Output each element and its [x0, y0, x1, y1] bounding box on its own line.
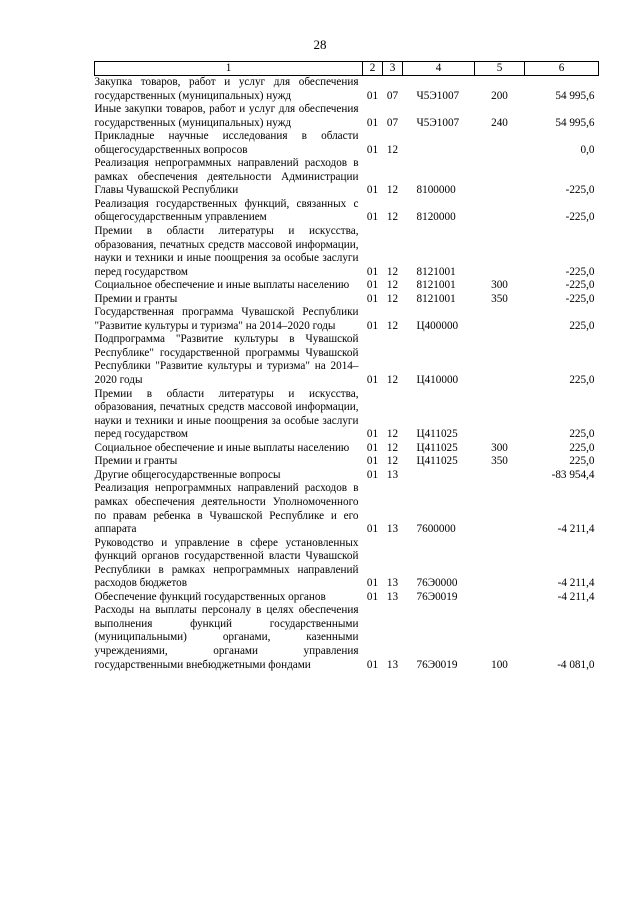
row-expense-type: 350 — [491, 455, 508, 468]
row-name: Реализация непрограммных направлений расходов в рамках обеспечения деятельности Администрации Главы Чувашской Республики — [94, 157, 359, 197]
row-target-article: 8120000 — [416, 211, 456, 224]
row-target-article — [403, 130, 475, 157]
row-section: 01 — [366, 89, 379, 102]
table-row — [95, 130, 599, 157]
table-row — [95, 157, 599, 198]
row-section: 01 — [366, 455, 379, 468]
row-section: 01 — [366, 279, 379, 292]
row-name: Премии и гранты — [94, 292, 178, 305]
row-target-article: 8121001 — [416, 279, 456, 292]
row-subsection: 12 — [386, 292, 399, 305]
table-row — [95, 103, 599, 130]
row-expense-type: 300 — [491, 279, 508, 292]
row-amount: -4 211,4 — [557, 523, 595, 536]
row-subsection: 12 — [386, 184, 399, 197]
row-target-article: Ц411025 — [416, 428, 458, 441]
row-expense-type — [475, 198, 525, 225]
row-amount: 225,0 — [569, 319, 595, 332]
row-name: Социальное обеспечение и иные выплаты населению — [94, 441, 350, 454]
table-row — [95, 537, 599, 591]
row-amount: 54 995,6 — [555, 89, 595, 102]
row-subsection: 12 — [386, 428, 399, 441]
column-header-expense-type: 5 — [475, 62, 525, 76]
column-header-name: 1 — [95, 62, 363, 76]
row-section: 01 — [366, 143, 379, 156]
row-amount: 225,0 — [569, 455, 595, 468]
row-amount: -225,0 — [565, 292, 595, 305]
row-target-article: Ц411025 — [416, 441, 458, 454]
row-amount: -225,0 — [565, 279, 595, 292]
row-target-article: 8121001 — [416, 265, 456, 278]
row-name: Премии в области литературы и искусства, образования, печатных средств массовой информации, науки и техники и иные поощрения за особые заслуги перед государством — [94, 225, 359, 278]
row-subsection: 13 — [386, 590, 399, 603]
row-expense-type — [475, 482, 525, 536]
row-expense-type — [475, 388, 525, 442]
row-expense-type: 100 — [491, 658, 508, 671]
row-target-article — [403, 469, 475, 483]
row-subsection: 07 — [386, 116, 399, 129]
row-amount: -4 211,4 — [557, 577, 595, 590]
row-subsection: 13 — [386, 658, 399, 671]
row-expense-type: 350 — [491, 292, 508, 305]
row-section: 01 — [366, 577, 379, 590]
row-section: 01 — [366, 184, 379, 197]
row-section: 01 — [366, 441, 379, 454]
row-name: Социальное обеспечение и иные выплаты населению — [94, 279, 350, 292]
table-row — [95, 333, 599, 387]
row-expense-type — [475, 157, 525, 198]
table-row — [95, 279, 599, 293]
row-expense-type — [475, 333, 525, 387]
row-expense-type: 240 — [491, 116, 508, 129]
row-section: 01 — [366, 319, 379, 332]
column-header-section: 2 — [363, 62, 383, 76]
row-name: Государственная программа Чувашской Республики "Развитие культуры и туризма" на 2014–2020 годы — [94, 306, 359, 332]
row-target-article: Ц410000 — [416, 374, 459, 387]
row-name: Премии и гранты — [94, 455, 178, 468]
row-subsection: 12 — [386, 455, 399, 468]
row-expense-type — [475, 591, 525, 605]
row-target-article: 7600000 — [416, 523, 456, 536]
table-row — [95, 604, 599, 672]
row-section: 01 — [366, 468, 379, 481]
row-amount: 54 995,6 — [555, 116, 595, 129]
table-row — [95, 293, 599, 307]
table-row — [95, 198, 599, 225]
row-section: 01 — [366, 265, 379, 278]
row-section: 01 — [366, 590, 379, 603]
column-header-subsection: 3 — [383, 62, 403, 76]
row-target-article: 76Э0000 — [416, 577, 458, 590]
row-name: Подпрограмма "Развитие культуры в Чувашской Республике" государственной программы Чувашской Республики "Развитие культуры и туризма" на 2014–2020 годы — [94, 333, 359, 387]
table-row — [95, 442, 599, 456]
row-expense-type — [475, 469, 525, 483]
row-amount: 225,0 — [569, 374, 595, 387]
row-section: 01 — [366, 211, 379, 224]
row-target-article: 76Э0019 — [416, 590, 458, 603]
row-target-article: Ц411025 — [416, 455, 458, 468]
row-amount: -225,0 — [565, 211, 595, 224]
table-row — [95, 591, 599, 605]
table-row — [95, 388, 599, 442]
row-section: 01 — [366, 116, 379, 129]
row-section: 01 — [366, 658, 379, 671]
table-row — [95, 225, 599, 279]
budget-table — [94, 61, 599, 672]
row-section: 01 — [366, 292, 379, 305]
row-name: Обеспечение функций государственных органов — [94, 590, 326, 603]
row-expense-type — [475, 225, 525, 279]
row-amount: 225,0 — [569, 428, 595, 441]
row-name: Закупка товаров, работ и услуг для обеспечения государственных (муниципальных) нужд — [94, 76, 359, 102]
row-target-article: 76Э0019 — [416, 658, 458, 671]
row-target-article: Ч5Э1007 — [416, 89, 460, 102]
table-row — [95, 482, 599, 536]
row-name: Прикладные научные исследования в области общегосударственных вопросов — [94, 130, 359, 156]
row-target-article: Ч5Э1007 — [416, 116, 460, 129]
table-row — [95, 469, 599, 483]
table-row — [95, 455, 599, 469]
row-amount: -225,0 — [565, 184, 595, 197]
row-amount: -4 081,0 — [557, 658, 595, 671]
row-subsection: 12 — [386, 374, 399, 387]
row-subsection: 12 — [386, 279, 399, 292]
row-expense-type — [475, 130, 525, 157]
row-name: Другие общегосударственные вопросы — [94, 468, 281, 481]
row-subsection: 12 — [386, 211, 399, 224]
row-amount: 0,0 — [580, 143, 595, 156]
row-target-article: Ц400000 — [416, 319, 459, 332]
row-expense-type — [475, 306, 525, 333]
table-row — [95, 76, 599, 104]
row-subsection: 12 — [386, 265, 399, 278]
row-section: 01 — [366, 374, 379, 387]
row-subsection: 12 — [386, 143, 399, 156]
row-expense-type — [475, 537, 525, 591]
row-subsection: 12 — [386, 441, 399, 454]
column-header-target-article: 4 — [403, 62, 475, 76]
row-name: Премии в области литературы и искусства, образования, печатных средств массовой информации, науки и техники и иные поощрения за особые заслуги перед государством — [94, 387, 359, 441]
row-subsection: 07 — [386, 89, 399, 102]
row-subsection: 12 — [386, 319, 399, 332]
row-subsection: 13 — [386, 468, 399, 481]
row-section: 01 — [366, 428, 379, 441]
row-expense-type: 300 — [491, 441, 508, 454]
row-name: Реализация непрограммных направлений расходов в рамках обеспечения деятельности Уполномоченного по правам ребенка в Чувашской Республике и его аппарата — [94, 482, 359, 536]
page-number: 28 — [313, 37, 327, 52]
row-amount: 225,0 — [569, 441, 595, 454]
row-amount: -4 211,4 — [557, 590, 595, 603]
row-name: Руководство и управление в сфере установленных функций органов государственной власти Чувашской Республики в рамках непрограммных направлений расходов бюджетов — [94, 536, 359, 590]
column-header-amount: 6 — [525, 62, 599, 76]
table-header-row — [95, 62, 599, 76]
row-name: Расходы на выплаты персоналу в целях обеспечения выполнения функций государственными (муниципальными) органами, казенными учреждениями, органами управления государственными внебюджетными фондами — [94, 604, 359, 671]
row-name: Иные закупки товаров, работ и услуг для обеспечения государственных (муниципальных) нужд — [94, 103, 359, 129]
row-amount: -225,0 — [565, 265, 595, 278]
row-target-article: 8121001 — [416, 292, 456, 305]
row-name: Реализация государственных функций, связанных с общегосударственным управлением — [94, 197, 359, 224]
row-amount: -83 954,4 — [551, 468, 595, 481]
row-expense-type: 200 — [491, 89, 508, 102]
table-row — [95, 306, 599, 333]
row-target-article: 8100000 — [416, 184, 456, 197]
row-subsection: 13 — [386, 577, 399, 590]
row-subsection: 13 — [386, 523, 399, 536]
row-section: 01 — [366, 523, 379, 536]
